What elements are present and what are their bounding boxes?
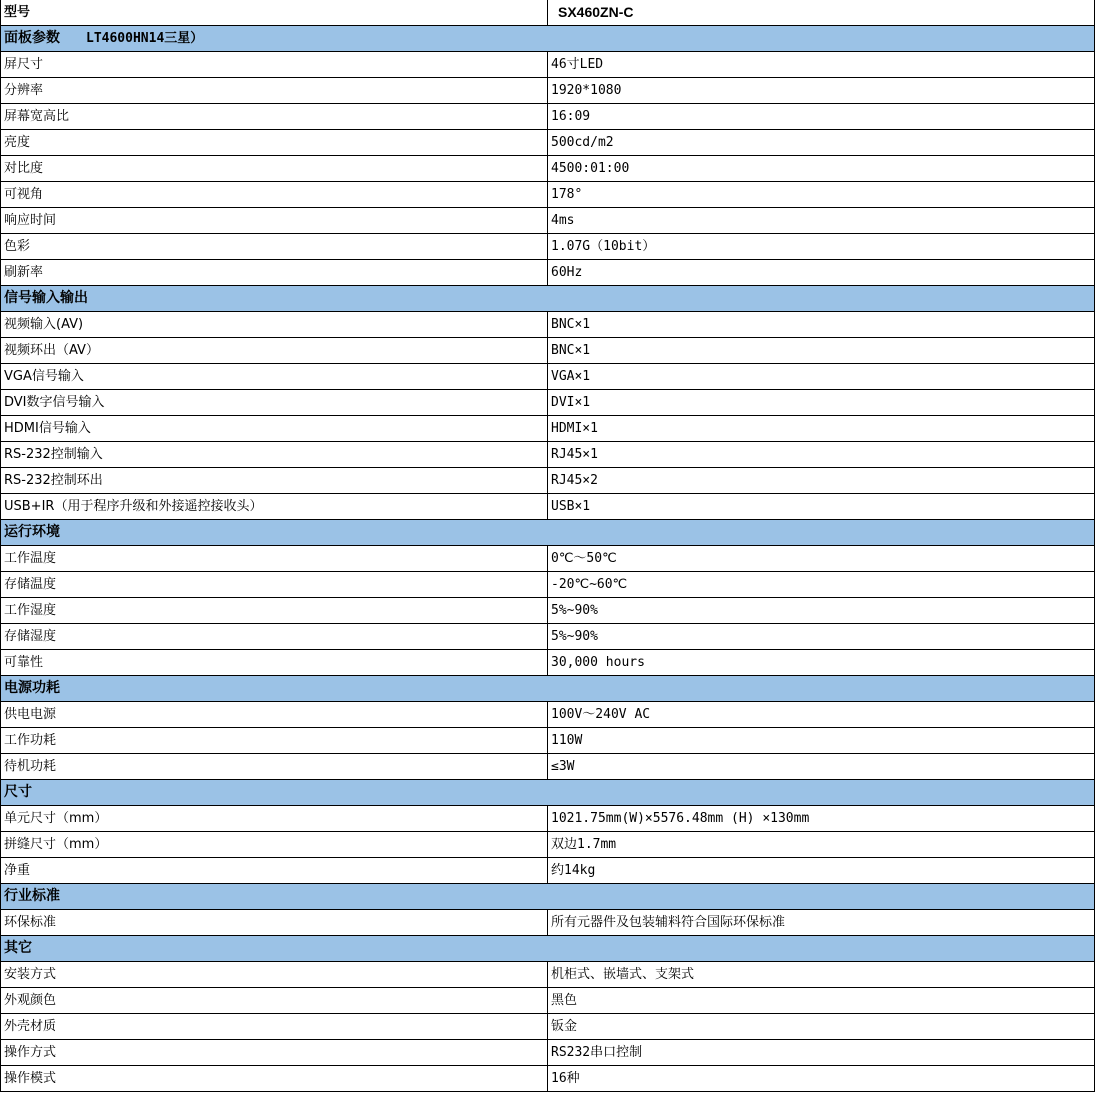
table-row bbox=[1, 858, 1095, 884]
section-title: 尺寸 bbox=[1, 780, 1095, 806]
section-other bbox=[1, 936, 1095, 962]
table-row bbox=[1, 702, 1095, 728]
row-value: 0℃～50℃ bbox=[548, 546, 1095, 572]
row-value: HDMI×1 bbox=[548, 416, 1095, 442]
section-panel bbox=[1, 26, 1095, 52]
row-value: 16种 bbox=[548, 1066, 1095, 1092]
row-value: 1920*1080 bbox=[548, 78, 1095, 104]
section-title bbox=[1, 26, 1095, 52]
row-label: RS-232控制输入 bbox=[1, 442, 548, 468]
row-value: 4ms bbox=[548, 208, 1095, 234]
table-row bbox=[1, 78, 1095, 104]
model-value: SX460ZN-C bbox=[548, 0, 1095, 26]
table-row bbox=[1, 494, 1095, 520]
section-title: 运行环境 bbox=[1, 520, 1095, 546]
section-size bbox=[1, 780, 1095, 806]
table-row bbox=[1, 52, 1095, 78]
table-row bbox=[1, 312, 1095, 338]
row-value: -20℃~60℃ bbox=[548, 572, 1095, 598]
row-value: 46寸LED bbox=[548, 52, 1095, 78]
row-value: 178° bbox=[548, 182, 1095, 208]
table-row bbox=[1, 1066, 1095, 1092]
row-value: 5%~90% bbox=[548, 624, 1095, 650]
table-row bbox=[1, 390, 1095, 416]
row-label: 工作功耗 bbox=[1, 728, 548, 754]
row-value: RJ45×1 bbox=[548, 442, 1095, 468]
row-label: 分辨率 bbox=[1, 78, 548, 104]
row-label: 供电电源 bbox=[1, 702, 548, 728]
row-value: 1021.75mm(W)×5576.48mm (H) ×130mm bbox=[548, 806, 1095, 832]
row-label: 可靠性 bbox=[1, 650, 548, 676]
row-label: 色彩 bbox=[1, 234, 548, 260]
row-label: 亮度 bbox=[1, 130, 548, 156]
table-row bbox=[1, 910, 1095, 936]
table-row bbox=[1, 598, 1095, 624]
row-label: 单元尺寸（mm） bbox=[1, 806, 548, 832]
row-label: VGA信号输入 bbox=[1, 364, 548, 390]
row-label: 对比度 bbox=[1, 156, 548, 182]
table-row bbox=[1, 806, 1095, 832]
table-row bbox=[1, 208, 1095, 234]
row-value: 所有元器件及包装辅料符合国际环保标准 bbox=[548, 910, 1095, 936]
row-value: 黑色 bbox=[548, 988, 1095, 1014]
row-label: 环保标准 bbox=[1, 910, 548, 936]
row-label: DVI数字信号输入 bbox=[1, 390, 548, 416]
section-subtitle: LT4600HN14三星） bbox=[86, 31, 204, 46]
row-label: 响应时间 bbox=[1, 208, 548, 234]
row-label: 外壳材质 bbox=[1, 1014, 548, 1040]
row-label: 可视角 bbox=[1, 182, 548, 208]
row-value: 双边1.7mm bbox=[548, 832, 1095, 858]
section-title-text: 面板参数 bbox=[4, 30, 60, 46]
row-label: RS-232控制环出 bbox=[1, 468, 548, 494]
row-value: 110W bbox=[548, 728, 1095, 754]
row-label: 工作湿度 bbox=[1, 598, 548, 624]
row-label: 操作模式 bbox=[1, 1066, 548, 1092]
table-row bbox=[1, 832, 1095, 858]
row-label: 拼缝尺寸（mm） bbox=[1, 832, 548, 858]
table-row bbox=[1, 1014, 1095, 1040]
row-value: 约14kg bbox=[548, 858, 1095, 884]
table-row bbox=[1, 468, 1095, 494]
table-row bbox=[1, 546, 1095, 572]
row-value: 钣金 bbox=[548, 1014, 1095, 1040]
row-value: RS232串口控制 bbox=[548, 1040, 1095, 1066]
table-row bbox=[1, 1040, 1095, 1066]
table-row bbox=[1, 130, 1095, 156]
row-value: VGA×1 bbox=[548, 364, 1095, 390]
row-value: 机柜式、嵌墙式、支架式 bbox=[548, 962, 1095, 988]
model-row bbox=[1, 0, 1095, 26]
row-value: ≤3W bbox=[548, 754, 1095, 780]
row-value: 100V～240V AC bbox=[548, 702, 1095, 728]
row-label: 净重 bbox=[1, 858, 548, 884]
row-value: 60Hz bbox=[548, 260, 1095, 286]
row-value: 1.07G（10bit） bbox=[548, 234, 1095, 260]
section-title: 其它 bbox=[1, 936, 1095, 962]
row-label: 屏幕宽高比 bbox=[1, 104, 548, 130]
row-value: 500cd/m2 bbox=[548, 130, 1095, 156]
table-row bbox=[1, 624, 1095, 650]
table-row bbox=[1, 104, 1095, 130]
row-label: 存储温度 bbox=[1, 572, 548, 598]
model-label: 型号 bbox=[1, 0, 548, 26]
row-label: 外观颜色 bbox=[1, 988, 548, 1014]
section-io bbox=[1, 286, 1095, 312]
table-row bbox=[1, 260, 1095, 286]
row-label: 待机功耗 bbox=[1, 754, 548, 780]
section-title: 信号输入输出 bbox=[1, 286, 1095, 312]
table-row bbox=[1, 234, 1095, 260]
row-label: USB+IR（用于程序升级和外接遥控接收头） bbox=[1, 494, 548, 520]
table-row bbox=[1, 156, 1095, 182]
table-row bbox=[1, 572, 1095, 598]
row-value: 30,000 hours bbox=[548, 650, 1095, 676]
row-value: 16:09 bbox=[548, 104, 1095, 130]
section-standard bbox=[1, 884, 1095, 910]
row-label: 存储湿度 bbox=[1, 624, 548, 650]
row-label: 操作方式 bbox=[1, 1040, 548, 1066]
table-row bbox=[1, 728, 1095, 754]
section-title: 行业标准 bbox=[1, 884, 1095, 910]
row-value: BNC×1 bbox=[548, 338, 1095, 364]
table-row bbox=[1, 962, 1095, 988]
row-value: 5%~90% bbox=[548, 598, 1095, 624]
table-row bbox=[1, 364, 1095, 390]
table-row bbox=[1, 754, 1095, 780]
table-row bbox=[1, 338, 1095, 364]
row-value: RJ45×2 bbox=[548, 468, 1095, 494]
row-value: 4500:01:00 bbox=[548, 156, 1095, 182]
table-row bbox=[1, 182, 1095, 208]
row-value: DVI×1 bbox=[548, 390, 1095, 416]
table-row bbox=[1, 442, 1095, 468]
row-label: HDMI信号输入 bbox=[1, 416, 548, 442]
row-value: USB×1 bbox=[548, 494, 1095, 520]
row-label: 屏尺寸 bbox=[1, 52, 548, 78]
table-row bbox=[1, 416, 1095, 442]
section-power bbox=[1, 676, 1095, 702]
section-title: 电源功耗 bbox=[1, 676, 1095, 702]
row-label: 视频输入(AV) bbox=[1, 312, 548, 338]
row-label: 视频环出（AV） bbox=[1, 338, 548, 364]
row-label: 工作温度 bbox=[1, 546, 548, 572]
table-row bbox=[1, 988, 1095, 1014]
row-label: 刷新率 bbox=[1, 260, 548, 286]
section-env bbox=[1, 520, 1095, 546]
row-value: BNC×1 bbox=[548, 312, 1095, 338]
row-label: 安装方式 bbox=[1, 962, 548, 988]
table-row bbox=[1, 650, 1095, 676]
